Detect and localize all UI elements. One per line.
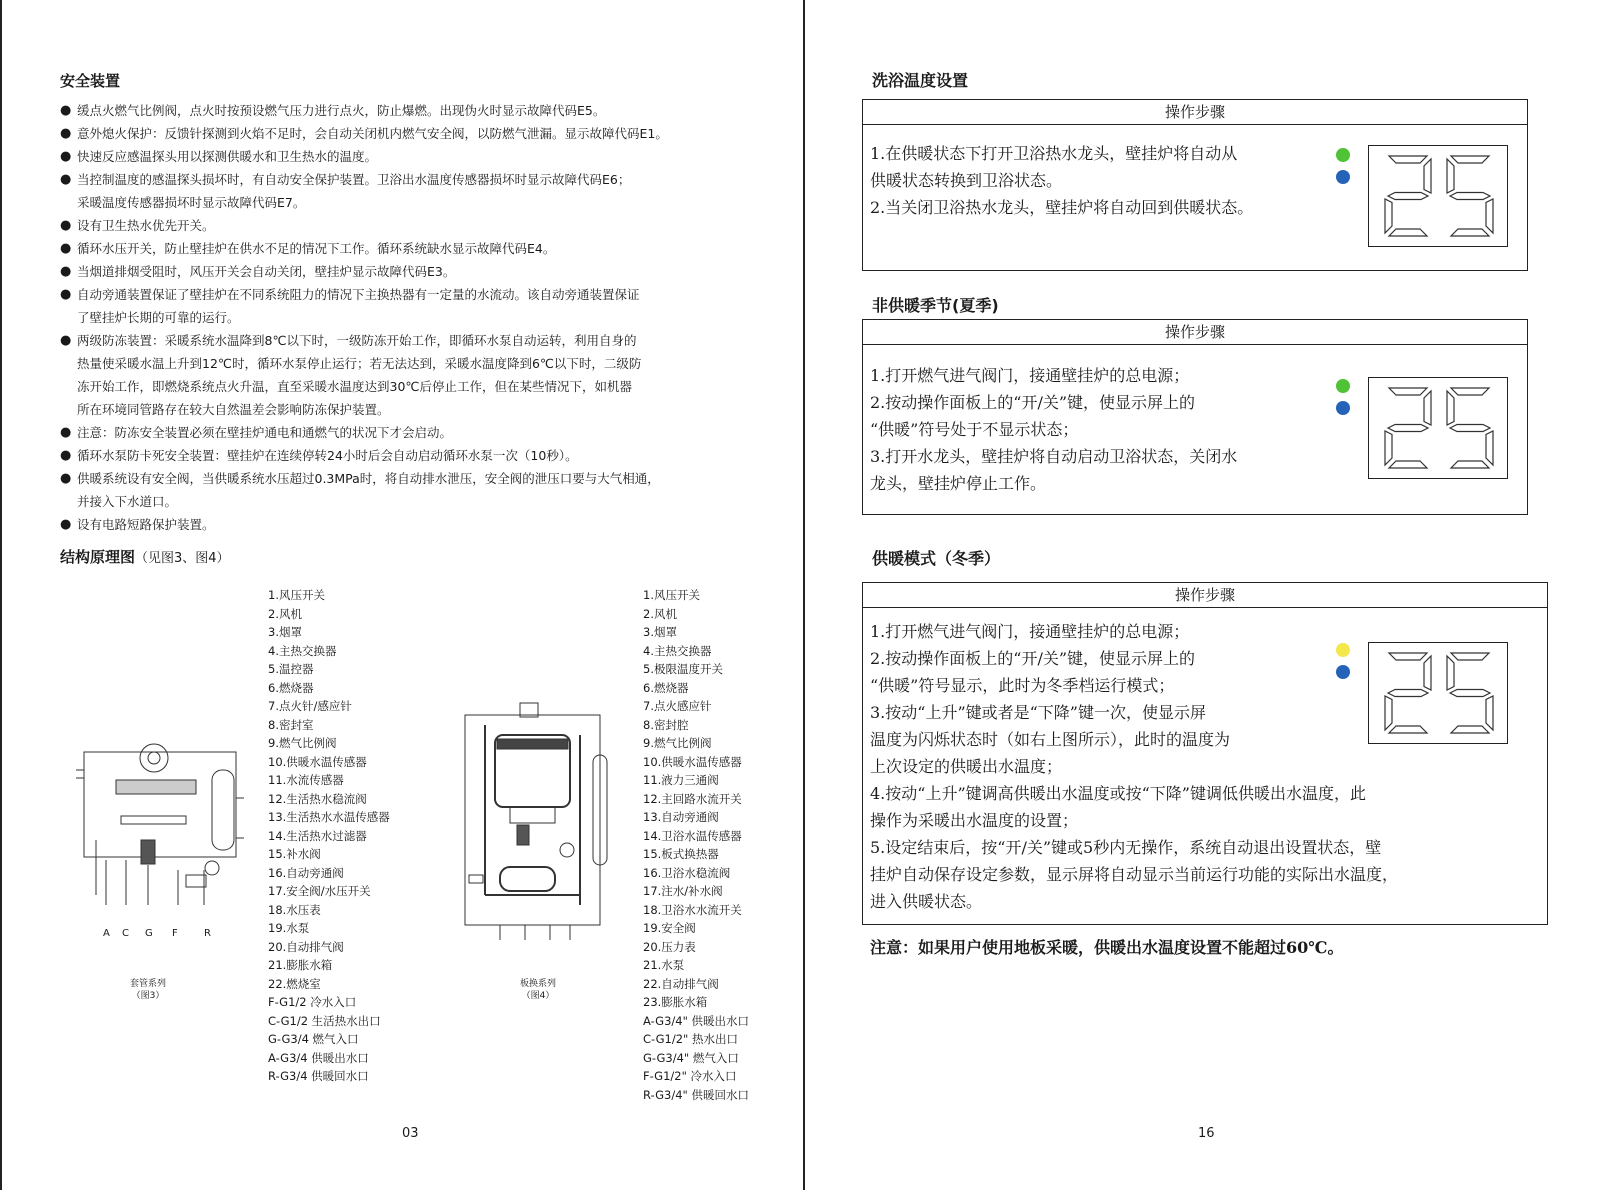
step-line: 3.打开水龙头，壁挂炉将自动启动卫浴状态，关闭水 xyxy=(870,447,1238,466)
section2-box-header: 操作步骤 xyxy=(863,320,1527,345)
safety-item: ● 设有卫生热水优先开关。 xyxy=(60,214,760,237)
part-item: G-G3/4" 燃气入口 xyxy=(643,1050,739,1065)
step-line: 挂炉自动保存设定参数，显示屏将自动显示当前运行功能的实际出水温度， xyxy=(870,865,1399,884)
part-item: C-G1/2 生活热水出口 xyxy=(268,1013,381,1028)
parts-list-fig4 xyxy=(643,586,749,1104)
part-item: 3.烟罩 xyxy=(268,625,302,639)
lcd-digits-1 xyxy=(1369,146,1507,246)
part-item: F-G1/2 冷水入口 xyxy=(268,995,357,1009)
part-item: 12.生活热水稳流阀 xyxy=(268,791,367,806)
structure-title xyxy=(60,546,760,567)
part-item: G-G3/4 燃气入口 xyxy=(268,1032,359,1046)
step-line: 1.在供暖状态下打开卫浴热水龙头，壁挂炉将自动从 xyxy=(870,144,1238,163)
notice-text: 注意：如果用户使用地板采暖，供暖出水温度设置不能超过60℃。 xyxy=(870,938,1344,957)
part-item: 17.安全阀/水压开关 xyxy=(268,884,371,898)
part-item: 12.主回路水流开关 xyxy=(643,791,742,806)
part-item: 19.安全阀 xyxy=(643,921,696,935)
part-item: A-G3/4 供暖出水口 xyxy=(268,1050,369,1065)
safety-item: ● 自动旁通装置保证了壁挂炉在不同系统阻力的情况下主换热器有一定量的水流动。该自动旁通装置保证 了壁挂炉长期的可靠的运行。 xyxy=(60,283,760,329)
part-item: 11.水流传感器 xyxy=(268,773,344,787)
lcd-segment xyxy=(1447,159,1454,193)
part-item: 16.卫浴水稳流阀 xyxy=(643,865,731,880)
fig3-port-label: C xyxy=(122,928,129,939)
lcd-segment xyxy=(1385,431,1392,465)
section2-steps xyxy=(870,362,1237,497)
part-item: 8.密封室 xyxy=(268,717,314,732)
fig3-caption-title: 套管系列 xyxy=(129,979,166,989)
part-item: 1.风压开关 xyxy=(268,588,325,602)
part-item: 23.膨胀水箱 xyxy=(643,995,708,1009)
lcd-segment xyxy=(1451,156,1489,163)
lcd-segment xyxy=(1388,425,1428,432)
part-item: 10.供暖水温传感器 xyxy=(643,754,742,769)
section3-title: 供暖模式（冬季） xyxy=(872,549,1001,568)
part-item: 8.密封腔 xyxy=(643,717,689,732)
display-screen-2 xyxy=(1368,377,1508,479)
parts-list-fig3 xyxy=(268,586,390,1086)
fig3-caption-num: （图3） xyxy=(131,991,165,1001)
part-item: 13.自动旁通阀 xyxy=(643,810,719,824)
left-edge xyxy=(0,0,2,1190)
part-item: 14.生活热水过滤器 xyxy=(268,828,367,843)
display-screen-3 xyxy=(1368,642,1508,744)
lcd-segment xyxy=(1486,199,1493,233)
lcd-segment xyxy=(1451,653,1489,660)
left-page-number: 03 xyxy=(402,1126,419,1141)
step-line: “供暖”符号显示，此时为冬季档运行模式； xyxy=(870,676,1175,695)
step-line: 上次设定的供暖出水温度； xyxy=(870,757,1063,776)
step-line: 2.当关闭卫浴热水龙头，壁挂炉将自动回到供暖状态。 xyxy=(870,198,1254,217)
part-item: 10.供暖水温传感器 xyxy=(268,754,367,769)
lcd-digits-2 xyxy=(1369,378,1507,478)
safety-item: ● 意外熄火保护：反馈针探测到火焰不足时，会自动关闭机内燃气安全阀，以防燃气泄漏。显示故障代码E1。 xyxy=(60,122,760,145)
part-item: 7.点火感应针 xyxy=(643,699,712,713)
part-item: 4.主热交换器 xyxy=(268,643,337,658)
part-item: 18.卫浴水水流开关 xyxy=(643,902,742,917)
part-item: 4.主热交换器 xyxy=(643,643,712,658)
safety-title: 安全装置 xyxy=(60,72,121,90)
part-item: 13.生活热水水温传感器 xyxy=(268,810,390,824)
section1-box-header: 操作步骤 xyxy=(863,100,1527,125)
step-line: 供暖状态转换到卫浴状态。 xyxy=(870,171,1063,190)
part-item: 9.燃气比例阀 xyxy=(643,736,712,750)
indicator-light-1 xyxy=(1336,643,1350,657)
figure-3-diagram xyxy=(66,730,256,940)
safety-item: ● 当控制温度的感温探头损坏时，有自动安全保护装置。卫浴出水温度传感器损坏时显示故障代码E6； 采暖温度传感器损坏时显示故障代码E7。 xyxy=(60,168,760,214)
part-item: 19.水泵 xyxy=(268,921,310,935)
section1-steps xyxy=(870,140,1253,221)
lcd-segment xyxy=(1486,696,1493,730)
lcd-segment xyxy=(1389,461,1427,468)
part-item: 5.极限温度开关 xyxy=(643,662,723,676)
section2-title: 非供暖季节(夏季) xyxy=(872,296,999,315)
structure-title-text: 结构原理图 xyxy=(60,548,136,566)
safety-item: ● 缓点火燃气比例阀，点火时按预设燃气压力进行点火，防止爆燃。出现伪火时显示故障代码E5。 xyxy=(60,99,760,122)
lcd-segment xyxy=(1389,653,1427,660)
step-line: 2.按动操作面板上的“开/关”键，使显示屏上的 xyxy=(870,393,1196,412)
indicator-light-2 xyxy=(1336,170,1350,184)
section3-box-header: 操作步骤 xyxy=(863,583,1547,608)
safety-item: ● 注意：防冻安全装置必须在壁挂炉通电和通燃气的状况下才会启动。 xyxy=(60,421,760,444)
safety-item: ● 当烟道排烟受阻时，风压开关会自动关闭，壁挂炉显示故障代码E3。 xyxy=(60,260,760,283)
safety-item: ● 两级防冻装置：采暖系统水温降到8℃以下时，一级防冻开始工作，即循环水泵自动运转，利用自身的 热量使采暖水温上升到12℃时，循环水泵停止运行；若无法达到，采暖水温度降到6℃以下时，二级防 冻开始工作，即燃烧系统点火升温，直至采暖水温度达到30℃后停止工作，但在某些情况下，如机器 所在环境同管路存在较大自然温差会影响防冻保护装置。 xyxy=(60,329,760,421)
safety-item: ● 快速反应感温探头用以探测供暖水和卫生热水的温度。 xyxy=(60,145,760,168)
part-item: 22.自动排气阀 xyxy=(643,976,719,991)
part-item: 21.膨胀水箱 xyxy=(268,958,333,972)
step-line: 温度为闪烁状态时（如右上图所示），此时的温度为 xyxy=(870,730,1231,749)
fig3-port-label: R xyxy=(204,928,211,939)
part-item: A-G3/4" 供暖出水口 xyxy=(643,1013,750,1028)
lcd-segment xyxy=(1424,391,1431,425)
lcd-segment xyxy=(1388,690,1428,697)
indicator-light-1 xyxy=(1336,379,1350,393)
lcd-segment xyxy=(1424,159,1431,193)
step-line: 4.按动“上升”键调高供暖出水温度或按“下降”键调低供暖出水温度，此 xyxy=(870,784,1366,803)
lcd-segment xyxy=(1385,199,1392,233)
part-item: R-G3/4 供暖回水口 xyxy=(268,1069,369,1083)
step-line: 进入供暖状态。 xyxy=(870,892,983,911)
part-item: 21.水泵 xyxy=(643,958,685,972)
fig3-port-label: G xyxy=(145,928,153,939)
part-item: R-G3/4" 供暖回水口 xyxy=(643,1087,749,1102)
part-item: 7.点火针/感应针 xyxy=(268,699,352,713)
lcd-segment xyxy=(1451,229,1489,236)
fig4-caption xyxy=(488,978,588,1002)
part-item: 14.卫浴水温传感器 xyxy=(643,828,742,843)
right-page-number: 16 xyxy=(1198,1126,1215,1141)
part-item: 6.燃烧器 xyxy=(643,680,689,695)
fig3-port-label: F xyxy=(172,928,178,939)
safety-item: ● 循环水泵防卡死安全装置：壁挂炉在连续停转24小时后会自动启动循环水泵一次（10秒）。 xyxy=(60,444,760,467)
lcd-segment xyxy=(1385,696,1392,730)
part-item: 9.燃气比例阀 xyxy=(268,736,337,750)
part-item: 3.烟罩 xyxy=(643,625,677,639)
lcd-segment xyxy=(1389,388,1427,395)
section1-title: 洗浴温度设置 xyxy=(872,71,969,90)
part-item: 15.板式换热器 xyxy=(643,847,719,861)
step-line: 2.按动操作面板上的“开/关”键，使显示屏上的 xyxy=(870,649,1196,668)
step-line: 龙头，壁挂炉停止工作。 xyxy=(870,474,1047,493)
lcd-segment xyxy=(1389,156,1427,163)
lcd-segment xyxy=(1450,193,1490,200)
part-item: 22.燃烧室 xyxy=(268,976,321,991)
part-item: 1.风压开关 xyxy=(643,588,700,602)
step-line: “供暖”符号处于不显示状态； xyxy=(870,420,1079,439)
step-line: 3.按动“上升”键或者是“下降”键一次，使显示屏 xyxy=(870,703,1206,722)
section3-steps xyxy=(870,618,1398,915)
indicator-light-1 xyxy=(1336,148,1350,162)
part-item: 6.燃烧器 xyxy=(268,680,314,695)
figure-4-diagram xyxy=(455,695,625,960)
part-item: 11.液力三通阀 xyxy=(643,773,719,787)
part-item: 15.补水阀 xyxy=(268,847,321,861)
step-line: 操作为采暖出水温度的设置； xyxy=(870,811,1079,830)
safety-item: ● 供暖系统设有安全阀，当供暖系统水压超过0.3MPa时，将自动排水泄压，安全阀的泄压口要与大气相通， 并接入下水道口。 xyxy=(60,467,760,513)
part-item: F-G1/2" 冷水入口 xyxy=(643,1069,737,1083)
step-line: 1.打开燃气进气阀门，接通壁挂炉的总电源； xyxy=(870,366,1190,385)
lcd-digits-3 xyxy=(1369,643,1507,743)
safety-item: ● 设有电路短路保护装置。 xyxy=(60,513,760,536)
lcd-segment xyxy=(1389,229,1427,236)
part-item: 20.压力表 xyxy=(643,939,696,954)
lcd-segment xyxy=(1451,388,1489,395)
step-line: 1.打开燃气进气阀门，接通壁挂炉的总电源； xyxy=(870,622,1190,641)
lcd-segment xyxy=(1450,425,1490,432)
safety-item: ● 循环水压开关，防止壁挂炉在供水不足的情况下工作。循环系统缺水显示故障代码E4。 xyxy=(60,237,760,260)
part-item: C-G1/2" 热水出口 xyxy=(643,1032,738,1046)
part-item: 2.风机 xyxy=(643,606,677,621)
lcd-segment xyxy=(1424,656,1431,690)
lcd-segment xyxy=(1447,391,1454,425)
safety-list xyxy=(60,99,760,536)
left-page xyxy=(60,70,760,567)
lcd-segment xyxy=(1450,690,1490,697)
lcd-segment xyxy=(1389,726,1427,733)
part-item: 5.温控器 xyxy=(268,662,314,676)
lcd-segment xyxy=(1388,193,1428,200)
step-line: 5.设定结束后，按“开/关”键或5秒内无操作，系统自动退出设置状态，壁 xyxy=(870,838,1382,857)
fig4-caption-num: （图4） xyxy=(521,991,555,1001)
part-item: 20.自动排气阀 xyxy=(268,939,344,954)
fig3-caption xyxy=(98,978,198,1002)
part-item: 18.水压表 xyxy=(268,902,321,917)
part-item: 17.注水/补水阀 xyxy=(643,884,723,898)
fig4-caption-title: 板换系列 xyxy=(519,979,556,989)
indicator-light-2 xyxy=(1336,401,1350,415)
lcd-segment xyxy=(1451,726,1489,733)
part-item: 2.风机 xyxy=(268,606,302,621)
page-divider xyxy=(803,0,805,1190)
lcd-segment xyxy=(1447,656,1454,690)
display-screen-1 xyxy=(1368,145,1508,247)
part-item: 16.自动旁通阀 xyxy=(268,865,344,880)
indicator-light-2 xyxy=(1336,665,1350,679)
structure-note: （见图3、图4） xyxy=(135,551,230,566)
lcd-segment xyxy=(1451,461,1489,468)
lcd-segment xyxy=(1486,431,1493,465)
fig3-port-label: A xyxy=(103,928,110,939)
